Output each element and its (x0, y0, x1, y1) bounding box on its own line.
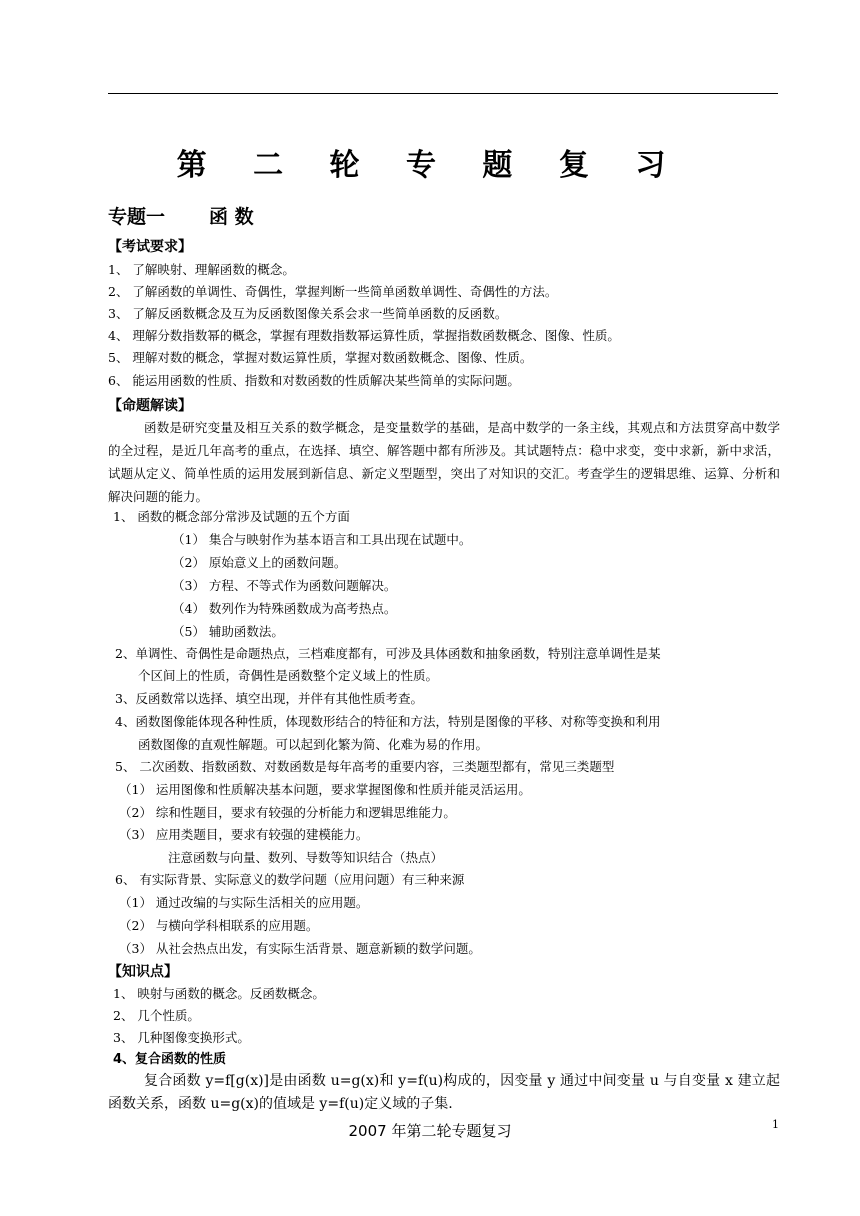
point-1-sub: （1） 集合与映射作为基本语言和工具出现在试题中。 (172, 532, 472, 547)
point-6: 6、 有实际背景、实际意义的数学问题（应用问题）有三种来源 (115, 872, 465, 887)
point-1-sub: （5） 辅助函数法。 (172, 624, 284, 639)
point-4-cont: 函数图像的直观性解题。可以起到化繁为简、化难为易的作用。 (138, 737, 489, 752)
exam-req-item: 4、 理解分数指数幂的概念，掌握有理数指数幂运算性质，掌握指数函数概念、图像、性质。 (108, 328, 620, 343)
exam-req-item: 2、 了解函数的单调性、奇偶性，掌握判断一些简单函数单调性、奇偶性的方法。 (108, 284, 558, 299)
point-1-sub: （3） 方程、不等式作为函数问题解决。 (172, 578, 397, 593)
exam-req-item: 6、 能运用函数的性质、指数和对数函数的性质解决某些简单的实际问题。 (108, 373, 520, 388)
topic-name: 函 数 (209, 206, 254, 228)
interpretation-paragraph: 函数是研究变量及相互关系的数学概念，是变量数学的基础，是高中数学的一条主线，其观点和方法贯穿高中数学的全过程，是近几年高考的重点，在选择、填空、解答题中都有所涉及。其试题特点：稳中求变，变中求新，新中求活，试题从定义、简单性质的运用发展到新信息、新定义型题型，突出了对知识的交汇。考查学生的逻辑思维、运算、分析和解决问题的能力。 (108, 420, 780, 504)
page-title: 第 二 轮 专 题 复 习 (176, 148, 684, 183)
point-5-note: 注意函数与向量、数列、导数等知识结合（热点） (168, 850, 444, 865)
interpretation-heading: 【命题解读】 (108, 398, 192, 414)
point-3: 3、反函数常以选择、填空出现，并伴有其他性质考查。 (115, 691, 423, 706)
topic-label: 专题一 (108, 206, 166, 228)
point-1-sub: （4） 数列作为特殊函数成为高考热点。 (172, 601, 397, 616)
point-1-sub: （2） 原始意义上的函数问题。 (172, 555, 347, 570)
exam-req-item: 5、 理解对数的概念，掌握对数运算性质，掌握对数函数概念、图像、性质。 (108, 350, 533, 365)
exam-req-item: 1、 了解映射、理解函数的概念。 (108, 262, 295, 277)
point-4: 4、函数图像能体现各种性质，体现数形结合的特征和方法，特别是图像的平移、对称等变换和利用 (115, 714, 661, 729)
knowledge-item: 3、 几种图像变换形式。 (113, 1030, 250, 1045)
page-footer: 2007 年第二轮专题复习 (348, 1122, 512, 1140)
point-2: 2、单调性、奇偶性是命题热点，三档难度都有，可涉及具体函数和抽象函数，特别注意单调性是某 (115, 646, 661, 661)
point-5-sub: （1） 运用图像和性质解决基本问题，要求掌握图像和性质并能灵活运用。 (119, 782, 531, 797)
point-6-sub: （2） 与横向学科相联系的应用题。 (119, 918, 319, 933)
point-5-sub: （2） 综和性题目，要求有较强的分析能力和逻辑思维能力。 (119, 805, 456, 820)
knowledge-item: 1、 映射与函数的概念。反函数概念。 (113, 986, 325, 1001)
topic-heading (108, 202, 254, 229)
knowledge-heading: 【知识点】 (108, 964, 178, 980)
page-number: 1 (772, 1118, 779, 1131)
composite-function-paragraph: 复合函数 y=f[g(x)]是由函数 u=g(x)和 y=f(u)构成的，因变量 y 通过中间变量 u 与自变量 x 建立起函数关系，函数 u=g(x)的值域是 y=f(u)定义域的子集. (108, 1073, 780, 1112)
exam-requirements-heading: 【考试要求】 (108, 239, 192, 255)
point-6-sub: （1） 通过改编的与实际生活相关的应用题。 (119, 895, 369, 910)
point-6-sub: （3） 从社会热点出发，有实际生活背景、题意新颖的数学问题。 (119, 941, 481, 956)
header-rule (108, 93, 778, 94)
exam-req-item: 3、 了解反函数概念及互为反函数图像关系会求一些简单函数的反函数。 (108, 306, 508, 321)
knowledge-item: 2、 几个性质。 (113, 1008, 200, 1023)
point-2-cont: 个区间上的性质，奇偶性是函数整个定义域上的性质。 (138, 668, 439, 683)
point-5: 5、 二次函数、指数函数、对数函数是每年高考的重要内容，三类题型都有，常见三类题型 (115, 759, 615, 774)
point-1: 1、 函数的概念部分常涉及试题的五个方面 (113, 509, 350, 524)
knowledge-item-4: 4、复合函数的性质 (113, 1052, 227, 1067)
point-5-sub: （3） 应用类题目，要求有较强的建模能力。 (119, 827, 369, 842)
